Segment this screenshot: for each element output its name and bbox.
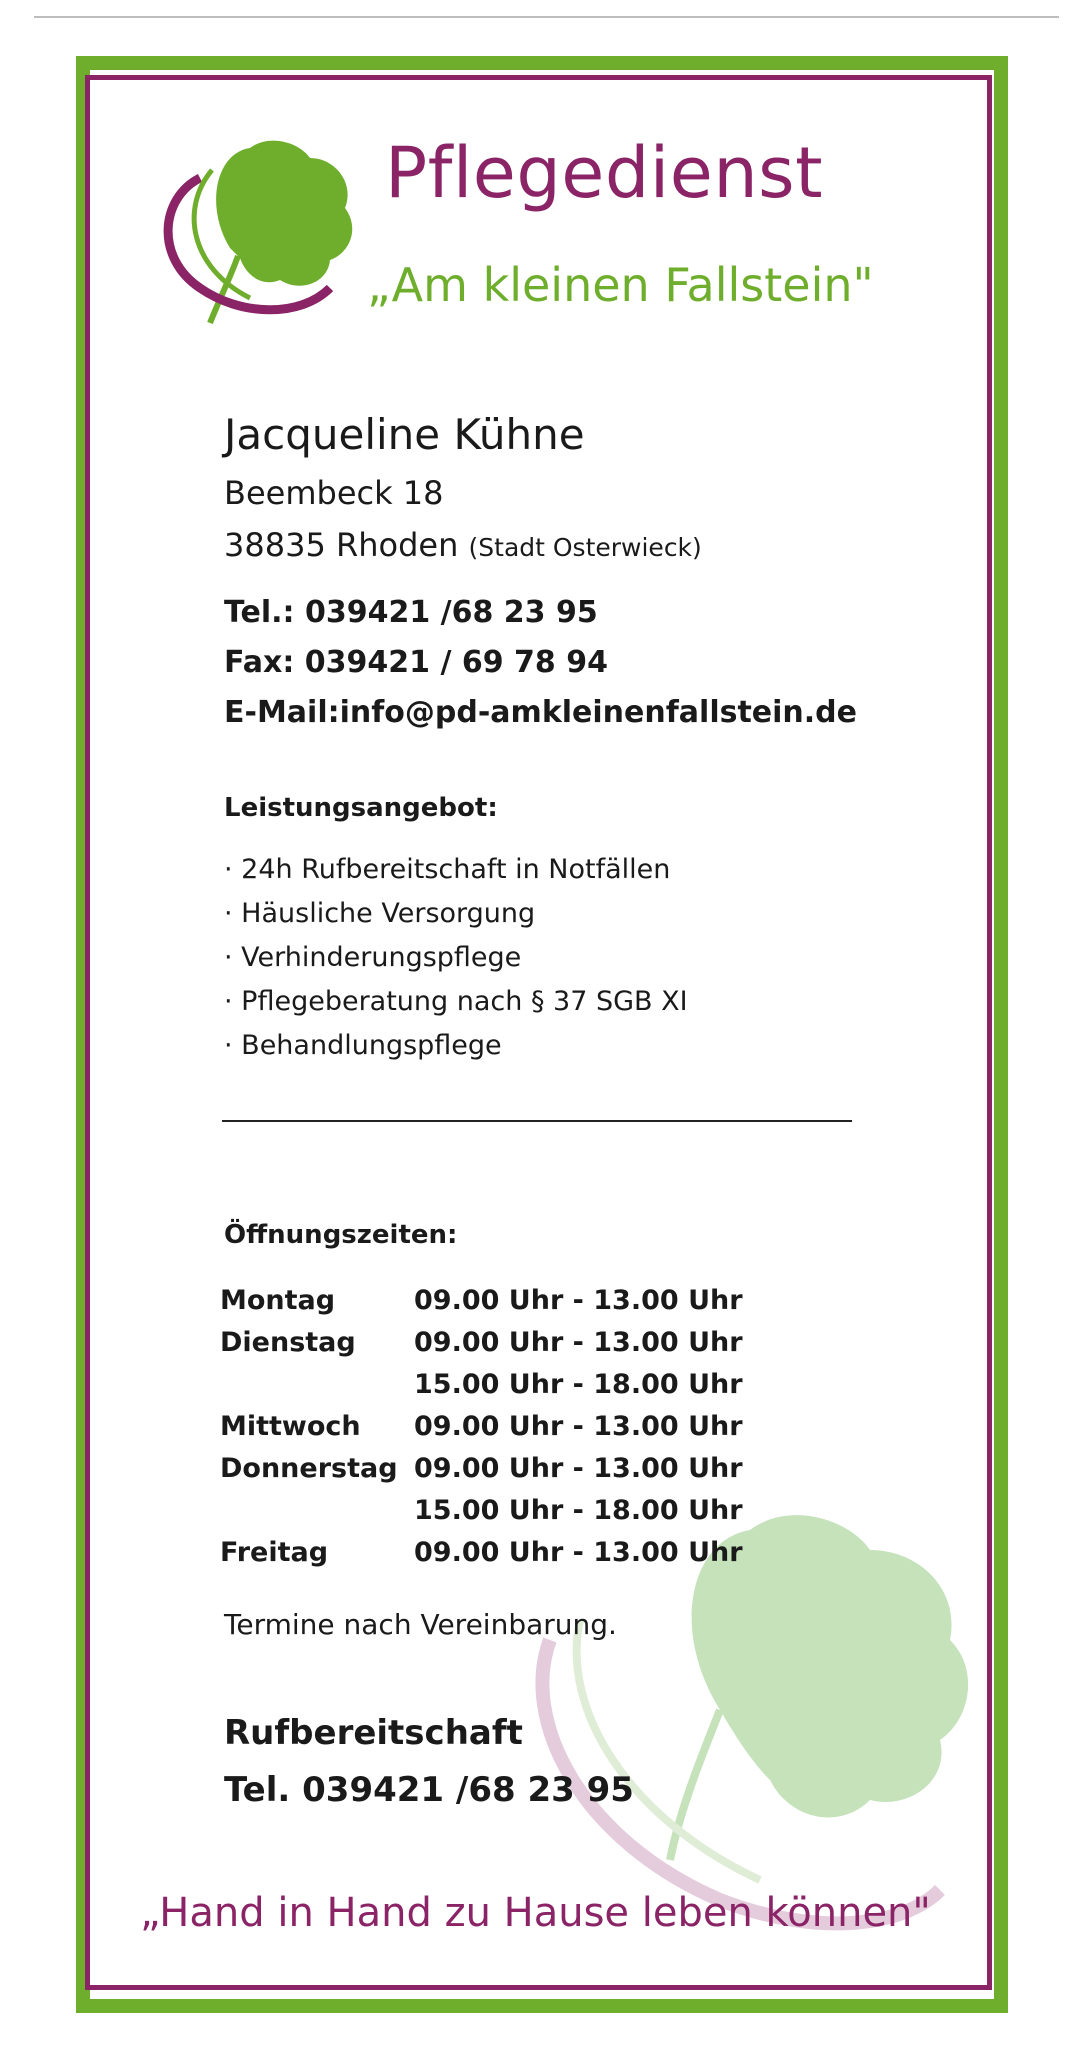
list-item: · Verhinderungspflege xyxy=(224,936,688,980)
hours-day: Freitag xyxy=(220,1537,329,1568)
appointment-note: Termine nach Vereinbarung. xyxy=(224,1608,617,1641)
services-heading: Leistungsangebot: xyxy=(224,793,498,823)
brand-title: Pflegedienst xyxy=(385,132,824,214)
on-call-phone: Tel. 039421 /68 23 95 xyxy=(224,1770,634,1810)
address-city-text: 38835 Rhoden xyxy=(224,526,459,564)
brand-subtitle: „Am kleinen Fallstein" xyxy=(367,258,874,312)
list-item: · Pflegeberatung nach § 37 SGB XI xyxy=(224,980,688,1024)
hours-time: 09.00 Uhr - 13.00 Uhr xyxy=(414,1411,743,1442)
fax-number: Fax: 039421 / 69 78 94 xyxy=(224,645,608,680)
top-scan-rule xyxy=(34,16,1059,18)
contact-name: Jacqueline Kühne xyxy=(224,410,585,459)
hours-day: Dienstag xyxy=(220,1327,356,1358)
table-row xyxy=(220,1322,743,1364)
list-item: · 24h Rufbereitschaft in Notfällen xyxy=(224,848,688,892)
hours-day: Donnerstag xyxy=(220,1453,398,1484)
hours-time: 09.00 Uhr - 13.00 Uhr xyxy=(414,1285,743,1316)
hours-day xyxy=(220,1364,414,1406)
services-list xyxy=(224,848,688,1068)
on-call-title: Rufbereitschaft xyxy=(224,1713,523,1753)
table-row xyxy=(220,1532,743,1574)
hours-day xyxy=(220,1490,414,1532)
table-row xyxy=(220,1364,743,1406)
address-city-note: (Stadt Osterwieck) xyxy=(468,533,702,562)
hours-day: Mittwoch xyxy=(220,1411,361,1442)
address-city xyxy=(224,526,702,564)
section-divider xyxy=(222,1120,852,1122)
hours-day: Montag xyxy=(220,1285,336,1316)
hours-time: 09.00 Uhr - 13.00 Uhr xyxy=(414,1453,743,1484)
address-street: Beembeck 18 xyxy=(224,474,444,512)
phone-number: Tel.: 039421 /68 23 95 xyxy=(224,595,598,630)
slogan: „Hand in Hand zu Hause leben können" xyxy=(140,1890,931,1936)
table-row xyxy=(220,1448,743,1490)
table-row xyxy=(220,1406,743,1448)
hours-time: 09.00 Uhr - 13.00 Uhr xyxy=(414,1327,743,1358)
table-row xyxy=(220,1490,743,1532)
hours-time: 15.00 Uhr - 18.00 Uhr xyxy=(414,1369,743,1400)
ginkgo-logo-icon xyxy=(160,138,360,328)
list-item: · Häusliche Versorgung xyxy=(224,892,688,936)
opening-hours-table xyxy=(220,1280,743,1574)
hours-heading: Öffnungszeiten: xyxy=(224,1220,458,1250)
hours-time: 09.00 Uhr - 13.00 Uhr xyxy=(414,1537,743,1568)
list-item: · Behandlungspflege xyxy=(224,1024,688,1068)
table-row xyxy=(220,1280,743,1322)
hours-time: 15.00 Uhr - 18.00 Uhr xyxy=(414,1495,743,1526)
email-address: E-Mail:info@pd-amkleinenfallstein.de xyxy=(224,695,858,730)
